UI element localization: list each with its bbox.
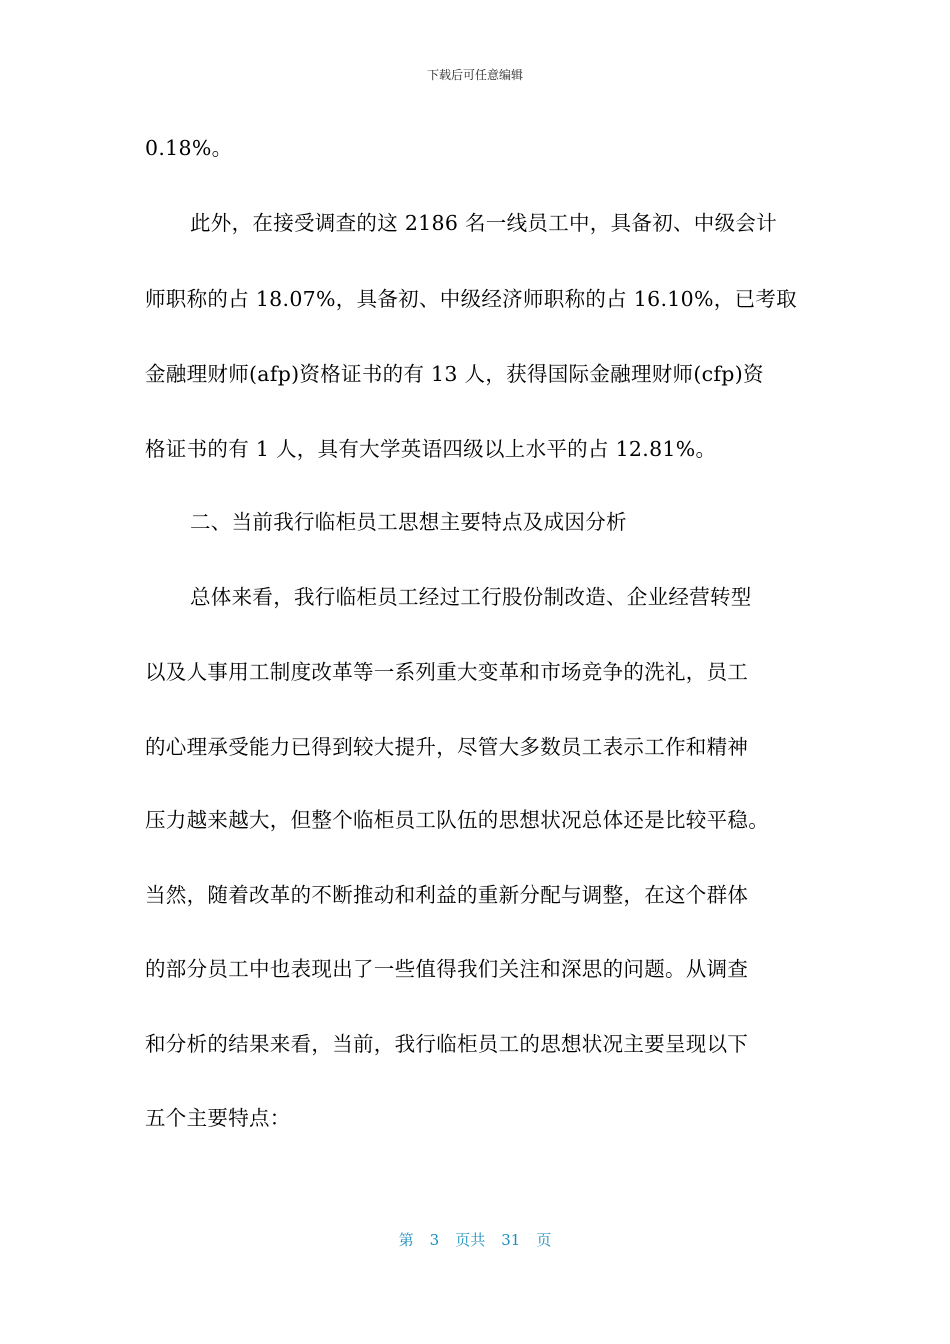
- paragraph-line: 五个主要特点：: [145, 1106, 291, 1130]
- paragraph-line: 师职称的占 18.07%，具备初、中级经济师职称的占 16.10%，已考取: [145, 287, 797, 311]
- paragraph-line: 的心理承受能力已得到较大提升，尽管大多数员工表示工作和精神: [145, 735, 749, 759]
- paragraph-line: 总体来看，我行临柜员工经过工行股份制改造、企业经营转型: [190, 585, 752, 609]
- paragraph-line: 0.18%。: [145, 136, 233, 160]
- page-footer: [0, 1229, 950, 1250]
- footer-suffix: 页: [536, 1231, 552, 1249]
- footer-total-pages: 31: [501, 1231, 521, 1249]
- paragraph-line: 当然，随着改革的不断推动和利益的重新分配与调整，在这个群体: [145, 883, 749, 907]
- footer-page-number: 3: [429, 1231, 440, 1249]
- paragraph-line: 以及人事用工制度改革等一系列重大变革和市场竞争的洗礼，员工: [145, 660, 749, 684]
- paragraph-line: 格证书的有 1 人，具有大学英语四级以上水平的占 12.81%。: [145, 437, 717, 461]
- paragraph-line: 此外，在接受调查的这 2186 名一线员工中，具备初、中级会计: [190, 211, 778, 235]
- paragraph-line: 压力越来越大，但整个临柜员工队伍的思想状况总体还是比较平稳。: [145, 808, 769, 832]
- paragraph-line: 金融理财师(afp)资格证书的有 13 人，获得国际金融理财师(cfp)资: [145, 362, 764, 386]
- footer-prefix: 第: [398, 1231, 414, 1249]
- paragraph-line: 和分析的结果来看，当前，我行临柜员工的思想状况主要呈现以下: [145, 1032, 749, 1056]
- paragraph-line: 的部分员工中也表现出了一些值得我们关注和深思的问题。从调查: [145, 957, 749, 981]
- section-heading: 二、当前我行临柜员工思想主要特点及成因分析: [190, 510, 627, 534]
- footer-middle: 页共: [455, 1231, 486, 1249]
- page-header: 下载后可任意编辑: [426, 68, 523, 82]
